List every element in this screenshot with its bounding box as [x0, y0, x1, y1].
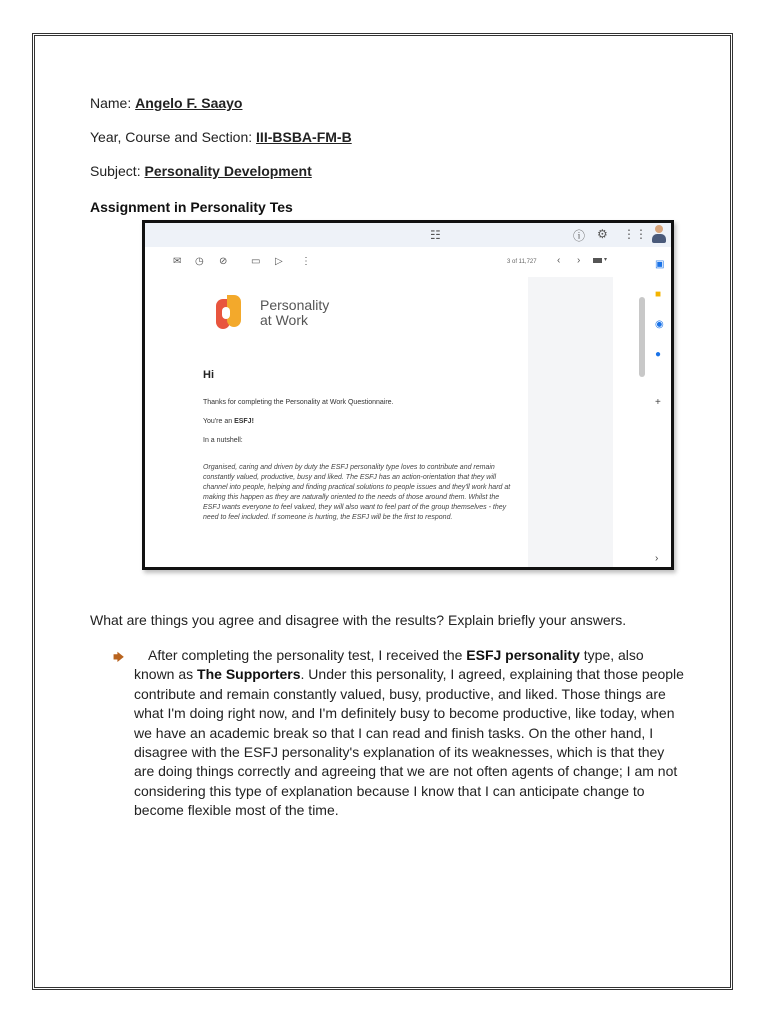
year-value: III-BSBA-FM-B [256, 129, 352, 145]
subject-value: Personality Development [144, 163, 312, 179]
clock-icon: ◷ [195, 256, 204, 267]
name-line [90, 95, 242, 111]
mail-icon: ✉ [173, 256, 182, 267]
email-gutter [528, 277, 613, 570]
add-icon: + [655, 397, 661, 408]
more-icon: ⋮ [301, 256, 311, 267]
nutshell-label: In a nutshell: [203, 437, 243, 444]
name-label: Name: [90, 95, 136, 111]
contacts-icon: ● [655, 349, 662, 360]
chevron-down-icon: ▾ [604, 257, 608, 263]
greeting: Hi [203, 369, 214, 381]
answer-paragraph: After completing the personality test, I received the ESFJ personality type, also known as The Supporters. Under this personality, I agreed, explaining that those people contribute and remain constantly valued, busy, productive, and liked. Those things are what I'm doing right now, and I'm definitely busy to become productive, like today, when we have an academic break so that I can read and finish tasks. On the other hand, I disagree with the ESFJ personality's explanation of its weaknesses, which is that they are doing things correctly and agreeing that we are not often agents of change; I am not considering this type of explanation because I know that I can anticipate change to become flexible most of the time. [134, 647, 684, 819]
email-top-bar [145, 223, 671, 247]
personality-at-work-logo [214, 293, 254, 333]
view-toggle-icon [593, 258, 602, 263]
logo-text: Personality at Work [260, 297, 330, 328]
email-toolbar [145, 247, 645, 277]
folder-icon: ▭ [251, 256, 261, 267]
tasks-icon: ◉ [655, 319, 664, 330]
result-line: You're an ESFJ! [203, 418, 254, 425]
filter-icon: ☷ [430, 228, 441, 242]
thanks-text: Thanks for completing the Personality at Work Questionnaire. [203, 399, 394, 406]
year-line [90, 129, 352, 145]
task-icon: ⊘ [219, 256, 228, 267]
apps-grid-icon: ⋮⋮ [623, 227, 647, 241]
subject-line [90, 163, 312, 179]
keep-icon: ■ [655, 289, 662, 300]
expand-arrow-icon: › [655, 553, 659, 564]
label-icon: ▷ [275, 256, 283, 267]
help-icon: ⓘ [573, 229, 586, 243]
avatar [651, 225, 667, 243]
name-value: Angelo F. Saayo [135, 95, 243, 111]
question-text: What are things you agree and disagree with the results? Explain briefly your answers. [90, 612, 627, 628]
arrow-bullet-icon: 🡆 [113, 652, 125, 664]
subject-label: Subject: [90, 163, 145, 179]
description-text: Organised, caring and driven by duty the ESFJ personality type loves to contribute and remain constantly valued, productive, busy and liked. The ESFJ has an action-orientation that they will channel into people, helping and finding practical solutions to people issues and they'll work hard at making this happen as they are naturally oriented to the needs of those around them. Whilst the ESFJ wants everyone to feel valued, they will also want to feel part of the group themselves - they need to feel included. If someone is hurting, the ESFJ will be the first to respond. [203, 464, 511, 521]
prev-arrow-icon: ‹ [557, 255, 561, 266]
next-arrow-icon: › [577, 255, 581, 266]
assignment-title: Assignment in Personality Tes [90, 199, 293, 215]
calendar-icon: ▣ [655, 259, 665, 270]
year-label: Year, Course and Section: [90, 129, 257, 145]
settings-icon: ⚙ [597, 227, 608, 241]
email-screenshot [142, 220, 674, 570]
pager-count: 3 of 11,727 [507, 259, 537, 265]
